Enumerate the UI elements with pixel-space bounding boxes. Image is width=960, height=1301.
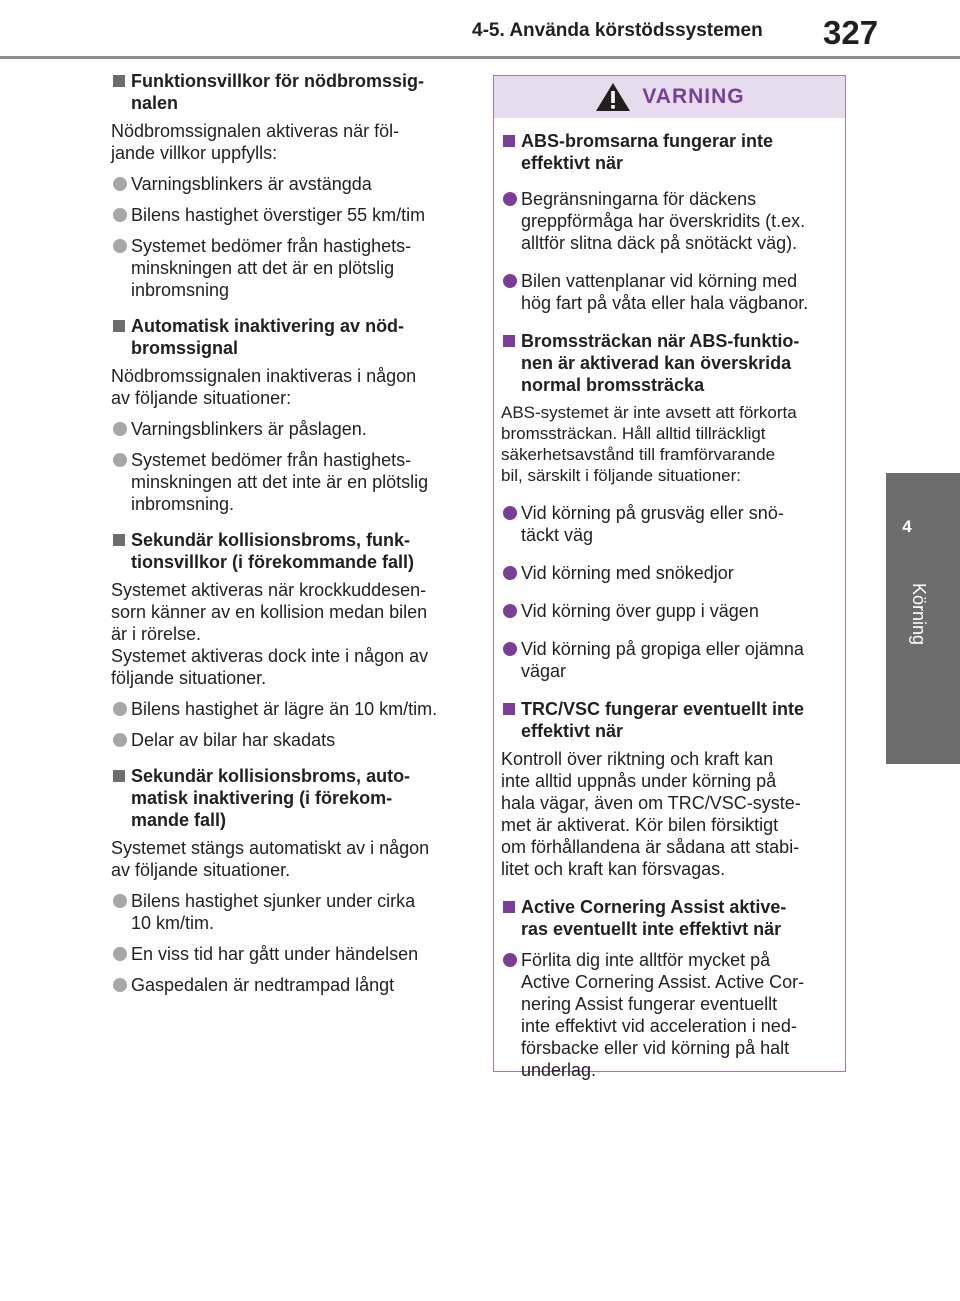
list-item: Gaspedalen är nedtrampad långt [111,974,466,996]
list-item: Bilens hastighet sjunker under cirka 10 km/tim. [111,890,466,934]
warning-title: VARNING [642,85,745,108]
circle-bullet-icon [113,177,127,191]
warning-header [494,76,845,118]
square-bullet-icon [113,320,125,332]
warning-heading: ABS-bromsarna fungerar inte effektivt när [501,130,837,174]
warning-paragraph: ABS-systemet är inte avsett att förkorta bromssträckan. Håll alltid tillräckligt säkerhetsavstånd till framförvarande bil, särskilt i följande situationer: [501,403,797,485]
section-heading: Sekundär kollisionsbroms, auto- matisk inaktivering (i förekom- mande fall) [111,765,466,831]
warning-heading: TRC/VSC fungerar eventuellt inte effektivt när [501,698,837,742]
list-item: Systemet bedömer från hastighets- minskningen att det inte är en plötslig inbromsning. [111,449,466,515]
warning-heading: Active Cornering Assist aktive- ras eventuellt inte effektivt när [501,896,837,940]
list-item: Bilens hastighet överstiger 55 km/tim [111,204,466,226]
chapter-label: Körning [909,583,929,646]
circle-bullet-icon [503,604,517,618]
square-bullet-icon [113,534,125,546]
paragraph: Nödbromssignalen inaktiveras i någon av följande situationer: [111,366,417,408]
chapter-tab[interactable] [886,473,960,764]
list-item: Delar av bilar har skadats [111,729,466,751]
warning-list-item: Förlita dig inte alltför mycket på Active Cornering Assist. Active Cor- nering Assist fungerar eventuellt inte effektivt vid acceleration i ned- försbacke eller vid körning på halt underlag. [501,949,837,1081]
square-bullet-icon [503,901,515,913]
circle-bullet-icon [113,453,127,467]
circle-bullet-icon [113,978,127,992]
warning-list-item: Bilen vattenplanar vid körning med hög fart på våta eller hala vägbanor. [501,270,837,314]
list-item: Bilens hastighet är lägre än 10 km/tim. [111,698,466,720]
left-column [111,70,466,996]
warning-heading: Bromssträckan när ABS-funktio- nen är aktiverad kan överskrida normal bromssträcka [501,330,837,396]
warning-box [493,75,846,1080]
square-bullet-icon [113,770,125,782]
warning-list-item: Vid körning med snökedjor [501,562,837,584]
section-heading: Sekundär kollisionsbroms, funk- tionsvillkor (i förekommande fall) [111,529,466,573]
chapter-number: 4 [902,517,912,536]
paragraph: Systemet aktiveras när krockkuddesen- sorn känner av en kollision medan bilen är i rörelse. Systemet aktiveras dock inte i någon av följande situationer. [111,580,429,688]
circle-bullet-icon [503,274,517,288]
paragraph: Nödbromssignalen aktiveras när föl- jande villkor uppfylls: [111,121,400,163]
circle-bullet-icon [113,733,127,747]
warning-list-item: Vid körning över gupp i vägen [501,600,837,622]
circle-bullet-icon [503,953,517,967]
section-heading: Automatisk inaktivering av nöd- bromssignal [111,315,466,359]
list-item: Varningsblinkers är avstängda [111,173,466,195]
section-title: 4-5. Använda körstödssystemen [472,20,763,41]
circle-bullet-icon [503,192,517,206]
section-heading: Funktionsvillkor för nödbromssig- nalen [111,70,466,114]
warning-paragraph: Kontroll över riktning och kraft kan inte alltid uppnås under körning på hala vägar, även om TRC/VSC-syste- met är aktiverat. Kör bilen försiktigt om förhållandena är sådana att stabi- litet och kraft kan försvagas. [501,749,801,879]
warning-list-item: Vid körning på gropiga eller ojämna vägar [501,638,837,682]
list-item: En viss tid har gått under händelsen [111,943,466,965]
circle-bullet-icon [113,894,127,908]
circle-bullet-icon [113,947,127,961]
circle-bullet-icon [503,506,517,520]
circle-bullet-icon [113,702,127,716]
warning-triangle-icon [594,81,632,113]
page-number: 327 [823,14,879,51]
paragraph: Systemet stängs automatiskt av i någon av följande situationer. [111,838,430,880]
square-bullet-icon [113,75,125,87]
header-rule [0,56,960,59]
warning-body [494,118,845,1081]
warning-list-item: Vid körning på grusväg eller snö- täckt väg [501,502,837,546]
list-item: Systemet bedömer från hastighets- minskningen att det är en plötslig inbromsning [111,235,466,301]
warning-list-item: Begränsningarna för däckens greppförmåga har överskridits (t.ex. alltför slitna däck på snötäckt väg). [501,188,837,254]
square-bullet-icon [503,135,515,147]
square-bullet-icon [503,335,515,347]
circle-bullet-icon [503,642,517,656]
square-bullet-icon [503,703,515,715]
list-item: Varningsblinkers är påslagen. [111,418,466,440]
circle-bullet-icon [503,566,517,580]
circle-bullet-icon [113,422,127,436]
circle-bullet-icon [113,239,127,253]
circle-bullet-icon [113,208,127,222]
